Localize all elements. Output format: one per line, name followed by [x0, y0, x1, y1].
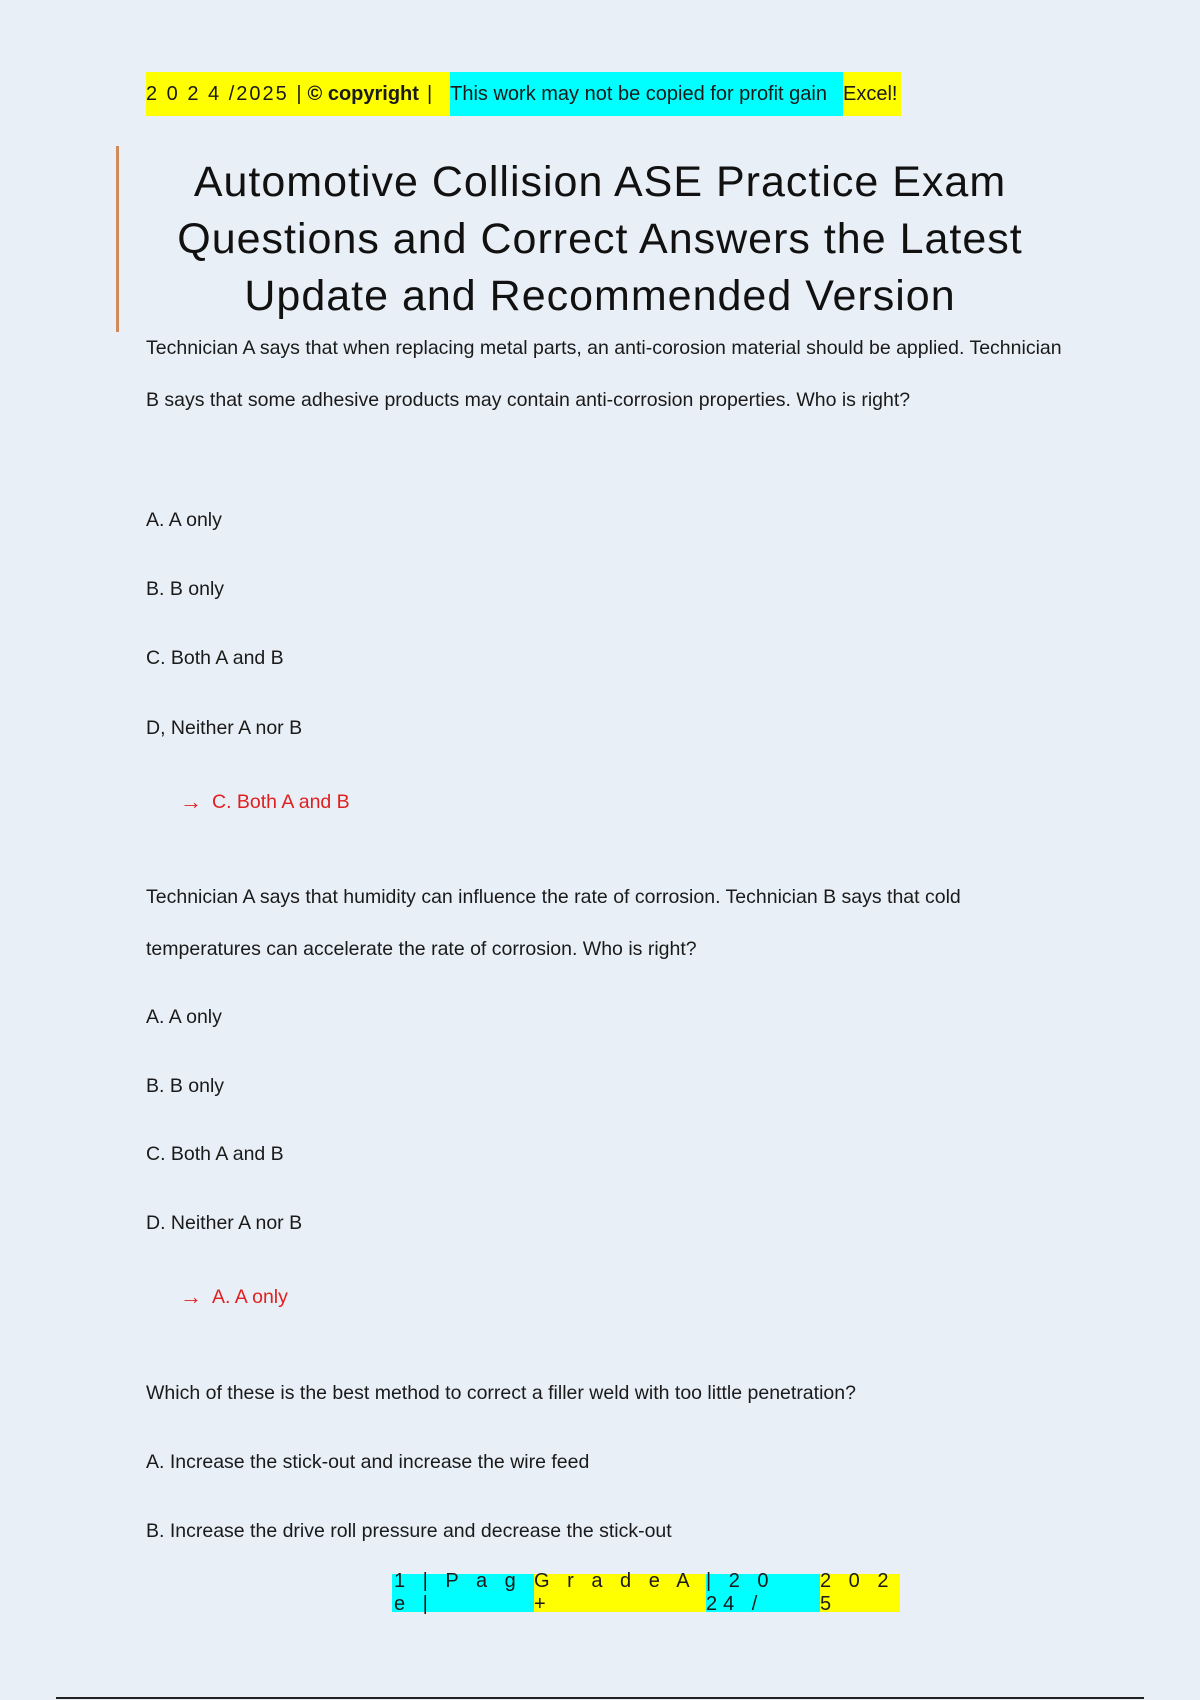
- question-2-answer: [180, 1284, 288, 1310]
- question-2-option-c: C. Both A and B: [146, 1143, 284, 1165]
- question-1-text: Technician A says that when replacing metal parts, an anti-corosion material should be applied. Technician B says that some adhesive products may contain anti-corrosion properties. Who is right?: [146, 337, 1062, 411]
- question-1-answer-text: C. Both A and B: [212, 790, 350, 813]
- question-1-option-b: B. B only: [146, 578, 225, 600]
- question-2-option-d: D. Neither A nor B: [146, 1212, 303, 1234]
- question-2-option-b: B. B only: [146, 1075, 225, 1097]
- footer-year-a: | 2 0 24 /: [706, 1574, 820, 1612]
- header-excel: Excel!: [843, 72, 901, 116]
- header-separator: |: [419, 72, 450, 116]
- header-warning: This work may not be copied for profit gain: [450, 72, 843, 116]
- question-2-text: Technician A says that humidity can influence the rate of corrosion. Technician B says that cold temperatures can accelerate the rate of corrosion. Who is right?: [146, 886, 961, 960]
- question-2-option-a: A. A only: [146, 1006, 222, 1028]
- footer-year-b: 2 0 2 5: [820, 1574, 900, 1612]
- question-3-option-a: A. Increase the stick-out and increase the wire feed: [146, 1451, 590, 1473]
- footer-page-number: 1 | P a g e |: [392, 1574, 534, 1612]
- question-3-option-b: B. Increase the drive roll pressure and decrease the stick-out: [146, 1520, 672, 1542]
- question-1-option-a: A. A only: [146, 509, 222, 531]
- question-2-answer-text: A. A only: [212, 1285, 288, 1308]
- footer-grade: G r a d e A +: [534, 1574, 706, 1612]
- header-copyright: © copyright: [304, 72, 419, 116]
- question-3-text: Which of these is the best method to correct a filler weld with too little penetration?: [146, 1382, 856, 1404]
- question-1-option-c: C. Both A and B: [146, 647, 284, 669]
- question-1-option-d: D, Neither A nor B: [146, 717, 303, 739]
- page-footer: [392, 1570, 900, 1615]
- header-banner: [146, 72, 901, 116]
- document-title: Automotive Collision ASE Practice Exam Questions and Correct Answers the Latest Update and Recommended Version: [177, 158, 1023, 320]
- arrow-right-icon: →: [180, 789, 202, 814]
- title-accent-rule: [116, 146, 119, 332]
- arrow-right-icon: →: [180, 1284, 202, 1309]
- question-1-answer: [180, 789, 350, 815]
- page-bottom-rule: [56, 1697, 1144, 1699]
- header-year: 2 0 2 4 /2025 |: [146, 72, 304, 116]
